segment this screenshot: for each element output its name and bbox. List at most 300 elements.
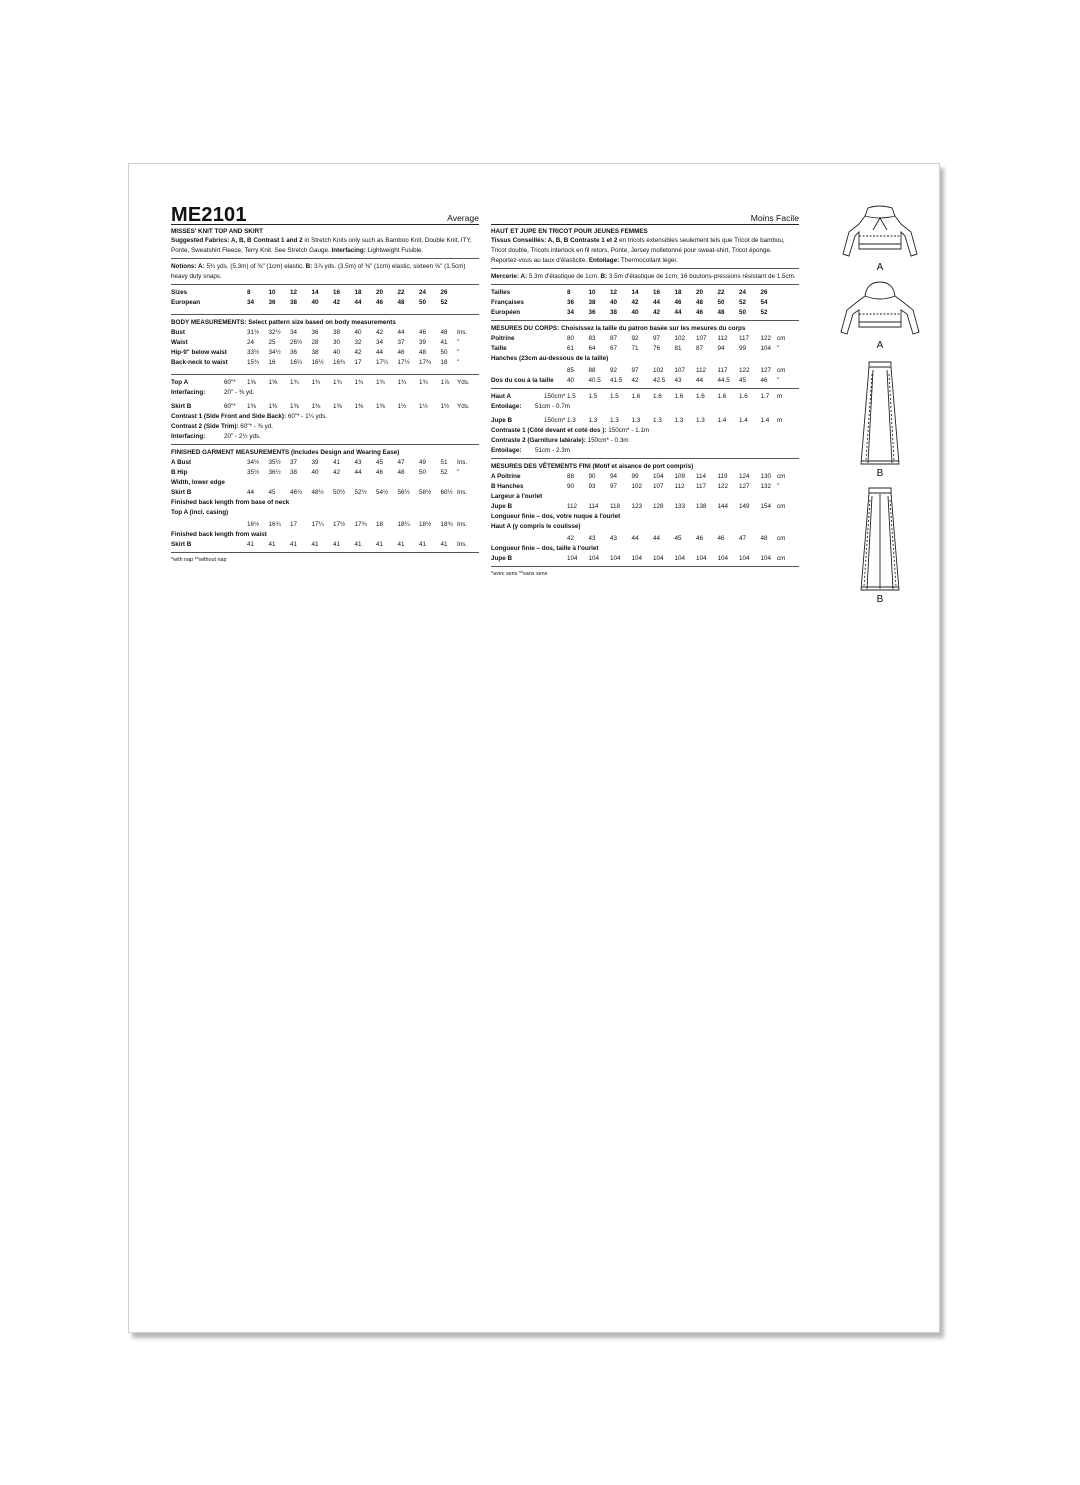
size-value: 41 bbox=[290, 541, 298, 548]
size-value: 26 bbox=[760, 289, 768, 296]
size-value: 104 bbox=[674, 555, 686, 562]
size-value: 43 bbox=[610, 535, 618, 542]
size-value: 50 bbox=[419, 299, 427, 306]
size-value: 44 bbox=[376, 349, 384, 356]
size-value: 26½ bbox=[290, 339, 303, 346]
measurement-row bbox=[491, 366, 799, 376]
dos-row bbox=[491, 376, 799, 386]
size-value: 38 bbox=[588, 299, 596, 306]
size-value: 42 bbox=[354, 349, 362, 356]
size-value: 20 bbox=[696, 289, 704, 296]
body-measurements-header-fr: MESURES DU CORPS: Choisissez la taille du patron basée sur les mesures du corps bbox=[491, 325, 746, 332]
size-value: 1¾ bbox=[290, 379, 299, 386]
view-a-back-label: A bbox=[876, 340, 884, 351]
size-value: 1.4 bbox=[739, 417, 748, 424]
size-value: 40 bbox=[333, 349, 341, 356]
size-value: 1.5 bbox=[567, 393, 576, 400]
row-label: Jupe B bbox=[491, 417, 512, 424]
size-value: 104 bbox=[696, 555, 707, 562]
measurement-row bbox=[491, 482, 799, 492]
row-label: B Hip bbox=[171, 469, 188, 476]
skirt-b-length-row bbox=[171, 540, 479, 550]
size-value: 1¾ bbox=[333, 379, 342, 386]
measurement-row bbox=[491, 554, 799, 564]
size-value: 16¼ bbox=[290, 359, 303, 366]
size-value: 54 bbox=[760, 299, 768, 306]
size-value: 18 bbox=[376, 521, 384, 528]
suggested-fabrics: Suggested Fabrics: A, B, B Contrast 1 and 2 in Stretch Knits only such as Bamboo Knit, Double Knit, ITY, Ponte, Sweatshirt Fleece, Terry Knit. See Stretch Gauge. Interfacing: Lightweight Fusible. bbox=[171, 237, 472, 254]
yardage-skirt-b bbox=[171, 402, 479, 412]
size-value: 112 bbox=[696, 367, 707, 374]
size-value: 44 bbox=[674, 309, 682, 316]
size-value: 83 bbox=[588, 335, 596, 342]
size-value: 41 bbox=[311, 541, 319, 548]
size-value: 104 bbox=[739, 555, 750, 562]
row-label: Jupe B bbox=[491, 555, 512, 562]
size-value: 17 bbox=[290, 521, 298, 528]
size-value: 44 bbox=[354, 299, 362, 306]
size-value: 1¾ bbox=[376, 379, 385, 386]
size-value: 41 bbox=[333, 459, 341, 466]
size-value: 1¾ bbox=[419, 379, 428, 386]
size-value: 92 bbox=[631, 335, 639, 342]
size-value: 85 bbox=[567, 367, 575, 374]
size-value: 46 bbox=[419, 329, 427, 336]
size-value: 42.5 bbox=[653, 377, 666, 384]
size-value: 30 bbox=[333, 339, 341, 346]
unit: Yds. bbox=[457, 379, 470, 386]
size-value: 117 bbox=[717, 367, 728, 374]
size-value: 10 bbox=[268, 289, 276, 296]
measurement-row bbox=[491, 298, 799, 308]
size-value: 88 bbox=[588, 367, 596, 374]
unit: cm bbox=[777, 473, 786, 480]
unit: " bbox=[457, 469, 460, 476]
size-value: 122 bbox=[739, 367, 750, 374]
measurement-row bbox=[491, 502, 799, 512]
hanches-row bbox=[491, 366, 799, 376]
size-value: 34 bbox=[247, 299, 255, 306]
size-value: 1¾ bbox=[311, 379, 321, 386]
size-value: 80 bbox=[567, 335, 575, 342]
size-value: 1.4 bbox=[760, 417, 770, 424]
size-value: 42 bbox=[333, 469, 341, 476]
size-value: 32½ bbox=[268, 329, 281, 336]
size-value: 39 bbox=[311, 459, 319, 466]
size-value: 58½ bbox=[419, 489, 432, 496]
body-measurements-table-fr bbox=[491, 334, 799, 354]
row-label: Dos du cou à la taille bbox=[491, 377, 554, 384]
view-b-front-label: B bbox=[876, 468, 884, 479]
size-value: 132 bbox=[760, 483, 772, 490]
size-value: 1.3 bbox=[674, 417, 684, 424]
finished-measurements-table-fr bbox=[491, 472, 799, 492]
size-value: 1.4 bbox=[717, 417, 727, 424]
size-value: 67 bbox=[610, 345, 618, 352]
size-value: 1.5 bbox=[610, 393, 619, 400]
pattern-envelope-back bbox=[128, 163, 940, 1333]
row-label: Haut A bbox=[491, 393, 512, 400]
sizes-table bbox=[171, 288, 479, 308]
size-value: 44 bbox=[354, 469, 362, 476]
unit: Ins. bbox=[457, 521, 468, 528]
size-value: 109 bbox=[674, 473, 686, 480]
size-value: 40 bbox=[631, 309, 639, 316]
size-value: 117 bbox=[739, 335, 750, 342]
size-value: 1.6 bbox=[717, 393, 727, 400]
size-value: 1½ bbox=[440, 403, 450, 410]
row-label: Tailles bbox=[491, 289, 511, 296]
size-value: 45 bbox=[739, 377, 747, 384]
row-label: Poitrine bbox=[491, 335, 515, 342]
size-value: 104 bbox=[653, 555, 664, 562]
size-value: 38 bbox=[290, 299, 298, 306]
row-label: Waist bbox=[171, 339, 188, 346]
row-label: European bbox=[171, 299, 201, 306]
size-value: 81 bbox=[674, 345, 682, 352]
size-value: 1.3 bbox=[696, 417, 705, 424]
size-value: 17¾ bbox=[354, 521, 367, 528]
size-value: 12 bbox=[290, 289, 298, 296]
size-value: 127 bbox=[760, 367, 772, 374]
size-value: 104 bbox=[760, 345, 772, 352]
size-value: 88 bbox=[567, 473, 575, 480]
size-value: 93 bbox=[588, 483, 596, 490]
unit: " bbox=[777, 483, 780, 490]
size-value: 107 bbox=[696, 335, 707, 342]
size-value: 41 bbox=[440, 339, 448, 346]
size-value: 47 bbox=[739, 535, 747, 542]
measurement-row bbox=[491, 416, 799, 426]
size-value: 52½ bbox=[354, 489, 367, 496]
size-value: 48 bbox=[397, 299, 405, 306]
size-value: 102 bbox=[631, 483, 643, 490]
size-value: 94 bbox=[610, 473, 618, 480]
size-value: 37 bbox=[397, 339, 405, 346]
size-value: 16¾ bbox=[333, 359, 346, 366]
haut-a-coulisse: Haut A (y compris le coulisse) bbox=[491, 523, 581, 530]
contraste-1: Contraste 1 (Côté devant et coté dos ): 150cm* - 1.1m bbox=[491, 427, 650, 434]
notions-fr: Mercerie: A: 5.3m d'élastique de 1cm. B: 3.5m d'élastique de 1cm, 16 boutons-pressions résistant de 1.5cm. bbox=[491, 273, 796, 280]
jupe-b-length-row bbox=[491, 554, 799, 564]
french-column bbox=[491, 204, 799, 578]
measurement-row bbox=[491, 392, 799, 402]
size-value: 104 bbox=[567, 555, 578, 562]
measurement-row bbox=[171, 458, 479, 468]
size-value: 104 bbox=[717, 555, 729, 562]
size-value: 38 bbox=[333, 329, 341, 336]
french-header bbox=[491, 204, 799, 225]
size-value: 42 bbox=[631, 377, 639, 384]
size-value: 8 bbox=[247, 289, 251, 296]
size-value: 1½ bbox=[419, 403, 428, 410]
skirt-b-back-icon bbox=[835, 486, 925, 594]
size-value: 48 bbox=[696, 299, 704, 306]
size-value: 48½ bbox=[311, 489, 324, 496]
size-value: 119 bbox=[717, 473, 728, 480]
finished-measurements-header: FINISHED GARMENT MEASUREMENTS (Includes Design and Wearing Ease) bbox=[171, 449, 400, 456]
measurement-row bbox=[491, 376, 799, 386]
size-value: 34 bbox=[567, 309, 575, 316]
unit: Ins. bbox=[457, 459, 468, 466]
yardage-jupe-b bbox=[491, 416, 799, 426]
size-value: 48 bbox=[419, 349, 427, 356]
size-value: 34½ bbox=[247, 459, 260, 466]
size-value: 102 bbox=[653, 367, 664, 374]
size-value: 104 bbox=[653, 473, 664, 480]
garment-illustrations bbox=[835, 202, 925, 606]
size-value: 1.6 bbox=[696, 393, 705, 400]
interfacing-a: Interfacing: 20" - ⅜ yd. bbox=[171, 389, 255, 396]
size-value: 41 bbox=[354, 541, 362, 548]
unit: Yds. bbox=[457, 403, 470, 410]
size-value: 52 bbox=[760, 309, 768, 316]
size-value: 112 bbox=[717, 335, 728, 342]
measurement-row bbox=[491, 334, 799, 344]
size-value: 1.6 bbox=[653, 393, 662, 400]
size-value: 42 bbox=[567, 535, 575, 542]
size-value: 15¾ bbox=[247, 359, 260, 366]
size-value: 36 bbox=[268, 299, 276, 306]
row-label: Hip-9" below waist bbox=[171, 349, 227, 356]
size-value: 40 bbox=[311, 469, 319, 476]
size-value: 38 bbox=[290, 469, 298, 476]
size-value: 92 bbox=[610, 367, 618, 374]
size-value: 46½ bbox=[290, 489, 303, 496]
size-value: 1.5 bbox=[588, 393, 598, 400]
pattern-code: ME2101 bbox=[171, 204, 247, 226]
row-label: Sizes bbox=[171, 289, 188, 296]
unit: " bbox=[457, 349, 460, 356]
size-value: 45 bbox=[674, 535, 682, 542]
size-value: 130 bbox=[760, 473, 772, 480]
size-value: 1.6 bbox=[739, 393, 748, 400]
notions: Notions: A: 5¾ yds. (5.3m) of ⅜" (1cm) elastic. B: 3⅞ yds. (3.5m) of ⅜" (1cm) elastic, sixteen ⅝" (1.5cm) heavy duty snaps. bbox=[171, 263, 466, 280]
measurement-row bbox=[171, 520, 479, 530]
suggested-fabrics-fr: Tissus Conseillés: A, B, B Contraste 1 et 2 en tricots extensibles seulement tels que Tricot de bambou, Tricot double, Tricots interlock en fil retors, Ponte, Jersey molletonné pour sweat-shirt, Tricot éponge. Reportez-vous au taux d'élasticité. Entoilage: Thermocollant léger. bbox=[491, 237, 785, 264]
measurement-row bbox=[491, 534, 799, 544]
size-value: 33½ bbox=[247, 349, 260, 356]
unit: cm bbox=[777, 535, 786, 542]
unit: " bbox=[457, 339, 460, 346]
size-value: 1.3 bbox=[588, 417, 598, 424]
size-value: 38 bbox=[610, 309, 618, 316]
size-value: 112 bbox=[674, 483, 685, 490]
measurement-row bbox=[491, 472, 799, 482]
top-a-length-row bbox=[171, 520, 479, 530]
size-value: 104 bbox=[588, 555, 600, 562]
size-value: 18½ bbox=[419, 521, 432, 528]
unit: Ins. bbox=[457, 541, 468, 548]
row-label: Jupe B bbox=[491, 503, 512, 510]
size-value: 90 bbox=[588, 473, 596, 480]
row-label: Bust bbox=[171, 329, 185, 336]
unit: m bbox=[777, 417, 783, 424]
size-value: 1⅝ bbox=[247, 379, 256, 386]
size-value: 1.6 bbox=[631, 393, 641, 400]
size-value: 42 bbox=[631, 299, 639, 306]
measurement-row bbox=[491, 288, 799, 298]
size-value: 44.5 bbox=[717, 377, 730, 384]
garment-title: MISSES' KNIT TOP AND SKIRT bbox=[171, 228, 263, 235]
size-value: 8 bbox=[567, 289, 571, 296]
size-value: 41 bbox=[397, 541, 405, 548]
size-value: 17½ bbox=[333, 521, 346, 528]
size-value: 128 bbox=[653, 503, 664, 510]
size-value: 87 bbox=[610, 335, 618, 342]
fabric-width: 60"* bbox=[224, 403, 236, 410]
row-label: A Bust bbox=[171, 459, 192, 466]
row-label: Françaises bbox=[491, 299, 524, 306]
size-value: 17 bbox=[354, 359, 362, 366]
english-column bbox=[171, 204, 479, 564]
size-value: 52 bbox=[440, 299, 448, 306]
size-value: 144 bbox=[717, 503, 729, 510]
measurement-row bbox=[171, 288, 479, 298]
size-value: 1⅜ bbox=[376, 403, 385, 410]
unit: cm bbox=[777, 503, 786, 510]
size-value: 36 bbox=[567, 299, 575, 306]
size-value: 1¾ bbox=[397, 379, 407, 386]
size-value: 42 bbox=[333, 299, 341, 306]
size-value: 97 bbox=[653, 335, 661, 342]
size-value: 39 bbox=[419, 339, 427, 346]
size-value: 104 bbox=[631, 555, 643, 562]
size-value: 34½ bbox=[268, 349, 281, 356]
size-value: 41 bbox=[268, 541, 276, 548]
contrast-1: Contrast 1 (Side Front and Side Back): 60"* - 1¼ yds. bbox=[171, 413, 328, 420]
size-value: 50 bbox=[419, 469, 427, 476]
size-value: 35½ bbox=[268, 459, 281, 466]
skirt-b-width-row bbox=[171, 488, 479, 498]
unit: cm bbox=[777, 335, 786, 342]
longueur-taille: Longueur finie – dos, taille à l'ourlet bbox=[491, 545, 599, 552]
measurement-row bbox=[171, 488, 479, 498]
view-a-front-label: A bbox=[876, 262, 884, 273]
haut-a-length-row bbox=[491, 534, 799, 544]
size-value: 1⅜ bbox=[268, 403, 278, 410]
size-value: 52 bbox=[739, 299, 747, 306]
row-label: Top A bbox=[171, 379, 189, 386]
size-value: 44 bbox=[397, 329, 405, 336]
fabric-width: 150cm* bbox=[544, 417, 566, 424]
size-value: 22 bbox=[717, 289, 725, 296]
measurement-row bbox=[171, 540, 479, 550]
measurement-row bbox=[171, 358, 479, 368]
size-value: 42 bbox=[376, 329, 384, 336]
size-value: 138 bbox=[696, 503, 707, 510]
size-value: 24 bbox=[739, 289, 747, 296]
size-value: 107 bbox=[674, 367, 686, 374]
size-value: 36½ bbox=[268, 469, 281, 476]
size-value: 14 bbox=[631, 289, 639, 296]
size-value: 44 bbox=[247, 489, 255, 496]
size-value: 50 bbox=[717, 299, 725, 306]
size-value: 99 bbox=[739, 345, 747, 352]
size-value: 46 bbox=[397, 349, 405, 356]
size-value: 122 bbox=[760, 335, 772, 342]
size-value: 41 bbox=[440, 541, 448, 548]
size-value: 102 bbox=[674, 335, 686, 342]
size-value: 10 bbox=[588, 289, 596, 296]
size-value: 26 bbox=[440, 289, 448, 296]
row-label: Taille bbox=[491, 345, 507, 352]
size-value: 46 bbox=[696, 309, 704, 316]
row-label: Skirt B bbox=[171, 403, 192, 410]
size-value: 28 bbox=[311, 339, 319, 346]
size-value: 1⅝ bbox=[268, 379, 278, 386]
size-value: 1⅜ bbox=[290, 403, 299, 410]
measurement-row bbox=[491, 344, 799, 354]
measurement-row bbox=[171, 328, 479, 338]
size-value: 47 bbox=[397, 459, 405, 466]
size-value: 16 bbox=[653, 289, 661, 296]
row-label: A Poitrine bbox=[491, 473, 521, 480]
size-value: 34 bbox=[376, 339, 384, 346]
size-value: 1.7 bbox=[760, 393, 770, 400]
size-value: 38 bbox=[311, 349, 319, 356]
row-label: Skirt B bbox=[171, 541, 192, 548]
size-value: 24 bbox=[247, 339, 255, 346]
size-value: 14 bbox=[311, 289, 319, 296]
size-value: 112 bbox=[567, 503, 578, 510]
size-value: 1⅞ bbox=[440, 379, 450, 386]
measurement-row bbox=[171, 298, 479, 308]
size-value: 114 bbox=[696, 473, 707, 480]
size-value: 87 bbox=[696, 345, 704, 352]
size-value: 60½ bbox=[440, 489, 453, 496]
view-a-front-figure bbox=[835, 202, 925, 274]
size-value: 154 bbox=[760, 503, 772, 510]
size-value: 50 bbox=[739, 309, 747, 316]
size-value: 48 bbox=[397, 469, 405, 476]
interfacing-b: Interfacing: 20" - 2½ yds. bbox=[171, 433, 261, 440]
size-value: 48 bbox=[760, 535, 768, 542]
size-value: 123 bbox=[631, 503, 643, 510]
size-value: 41 bbox=[333, 541, 341, 548]
size-value: 34 bbox=[290, 329, 298, 336]
view-b-front-figure bbox=[835, 360, 925, 480]
footnote-fr: *avec sens **sans sens bbox=[491, 571, 548, 577]
size-value: 17¾ bbox=[419, 359, 432, 366]
view-b-back-figure bbox=[835, 486, 925, 606]
measurement-row bbox=[171, 348, 479, 358]
size-value: 46 bbox=[376, 469, 384, 476]
size-value: 36 bbox=[588, 309, 596, 316]
size-value: 48 bbox=[717, 309, 725, 316]
row-label: Européen bbox=[491, 309, 521, 316]
width-lower-edge: Width, lower edge bbox=[171, 479, 225, 486]
yardage-top-a bbox=[171, 378, 479, 388]
jupe-b-width-row bbox=[491, 502, 799, 512]
size-value: 32 bbox=[354, 339, 362, 346]
size-value: 97 bbox=[610, 483, 618, 490]
garment-title-fr: HAUT ET JUPE EN TRICOT POUR JEUNES FEMMES bbox=[491, 228, 648, 235]
size-value: 127 bbox=[739, 483, 750, 490]
size-value: 48 bbox=[440, 329, 448, 336]
body-measurements-header: BODY MEASUREMENTS: Select pattern size based on body measurements bbox=[171, 319, 396, 326]
size-value: 1.3 bbox=[610, 417, 619, 424]
size-value: 41 bbox=[419, 541, 427, 548]
size-value: 52 bbox=[440, 469, 448, 476]
size-value: 49 bbox=[419, 459, 427, 466]
size-value: 1.3 bbox=[653, 417, 662, 424]
size-value: 40 bbox=[610, 299, 618, 306]
size-value: 41 bbox=[376, 541, 384, 548]
measurement-row bbox=[171, 378, 479, 388]
size-value: 1⅜ bbox=[247, 403, 256, 410]
english-header bbox=[171, 204, 479, 225]
